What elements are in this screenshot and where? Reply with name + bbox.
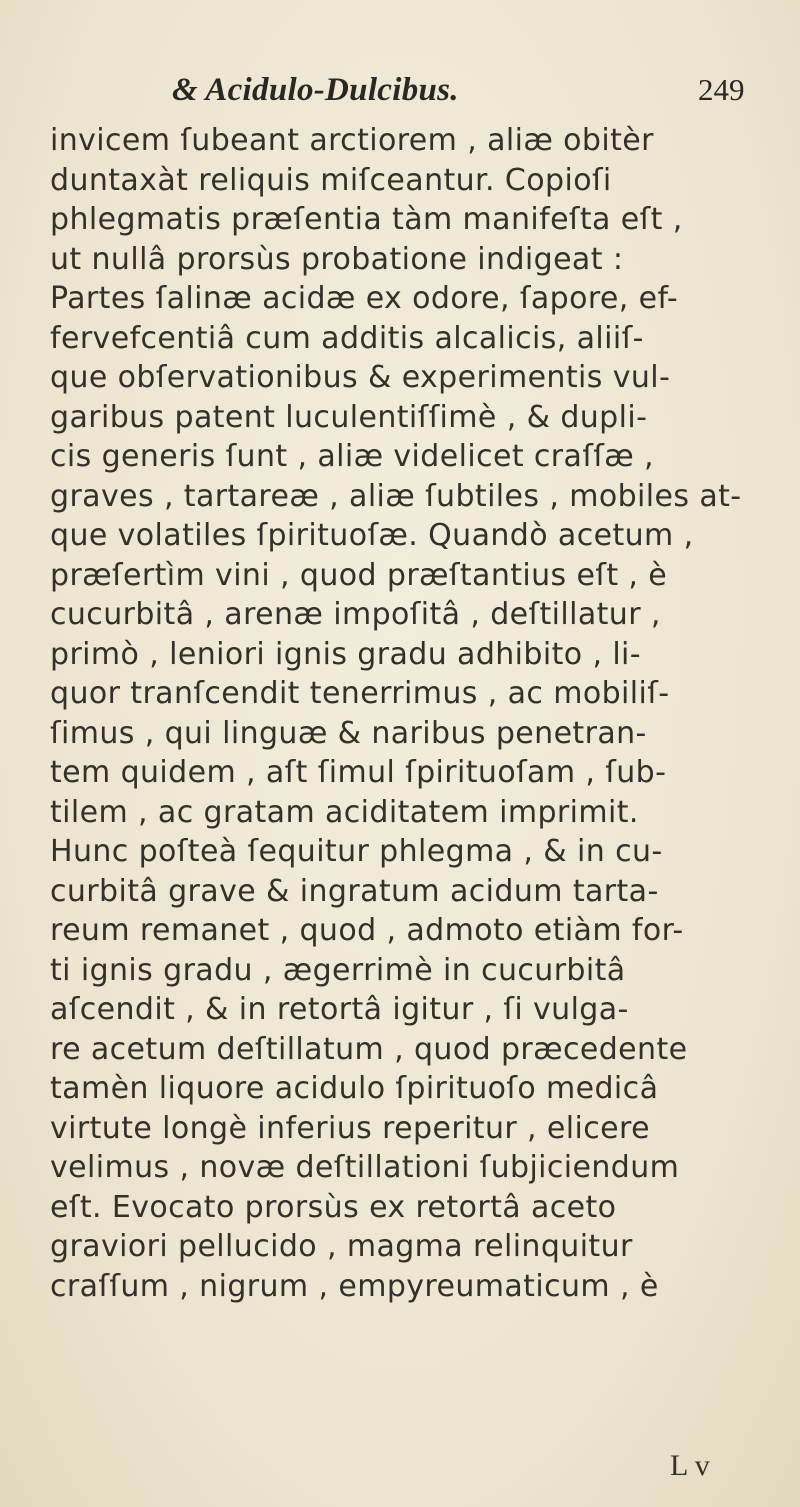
text-line: fervefcentiâ cum additis alcalicis, aliiſ- (50, 320, 644, 356)
text-line: invicem ſubeant arctiorem , aliæ obitèr (50, 123, 654, 158)
text-line: ti ignis gradu , ægerrimè in cucurbitâ (50, 952, 626, 988)
text-line: re acetum deſtillatum , quod præcedente (50, 1031, 688, 1067)
text-line: velimus , novæ deſtillationi ſubjiciendum (50, 1150, 680, 1185)
text-line: cucurbitâ , arenæ impoſitâ , deſtillatur , (50, 597, 661, 632)
text-line: duntaxàt reliquis miſceantur. Copioſi (50, 162, 612, 198)
text-line: quor tranſcendit tenerrimus , ac mobiliſ- (50, 676, 670, 711)
text-line: reum remanet , quod , admoto etiàm for- (50, 913, 684, 948)
text-line: tilem , ac gratam aciditatem imprimit. (50, 794, 639, 830)
signature-mark: L v (670, 1449, 710, 1482)
text-line: curbitâ grave & ingratum acidum tarta- (50, 873, 659, 909)
text-line: præſertìm vini , quod præſtantius eſt , è (50, 557, 668, 593)
text-line: tem quidem , aſt ſimul ſpirituoſam , ſub- (50, 755, 667, 790)
page-number: 249 (698, 72, 745, 107)
text-line: ſimus , qui linguæ & naribus penetran- (50, 715, 647, 751)
text-line: Partes ſalinæ acidæ ex odore, ſapore, ef- (50, 281, 679, 316)
text-line: cis generis ſunt , aliæ videlicet craſſæ , (50, 439, 654, 474)
running-header (0, 72, 800, 112)
text-line: primò , leniori ignis gradu adhibito , li- (50, 636, 642, 672)
text-line: graviori pellucido , magma relinquitur (50, 1229, 633, 1264)
text-line: garibus patent luculentiſſimè , & dupli- (50, 399, 648, 435)
text-line: phlegmatis præſentia tàm manifeſta eſt , (50, 202, 683, 237)
body-text (50, 121, 770, 1306)
text-line: ut nullâ prorsùs probatione indigeat : (50, 241, 624, 277)
text-line: tamèn liquore acidulo ſpirituoſo medicâ (50, 1071, 659, 1106)
text-line: craſſum , nigrum , empyreumaticum , è (50, 1268, 659, 1304)
text-line: que volatiles ſpirituoſæ. Quandò acetum , (50, 518, 694, 553)
text-line: Hunc poſteà ſequitur phlegma , & in cu- (50, 834, 663, 869)
running-title: & Acidulo-Dulcibus. (172, 72, 459, 108)
text-line: virtute longè inferius reperitur , elicere (50, 1110, 650, 1146)
text-line: graves , tartareæ , aliæ ſubtiles , mobiles at- (50, 478, 742, 514)
text-line: aſcendit , & in retortâ igitur , ſi vulga- (50, 992, 629, 1027)
text-line: que obſervationibus & experimentis vul- (50, 360, 671, 395)
text-line: eſt. Evocato prorsùs ex retortâ aceto (50, 1189, 617, 1225)
